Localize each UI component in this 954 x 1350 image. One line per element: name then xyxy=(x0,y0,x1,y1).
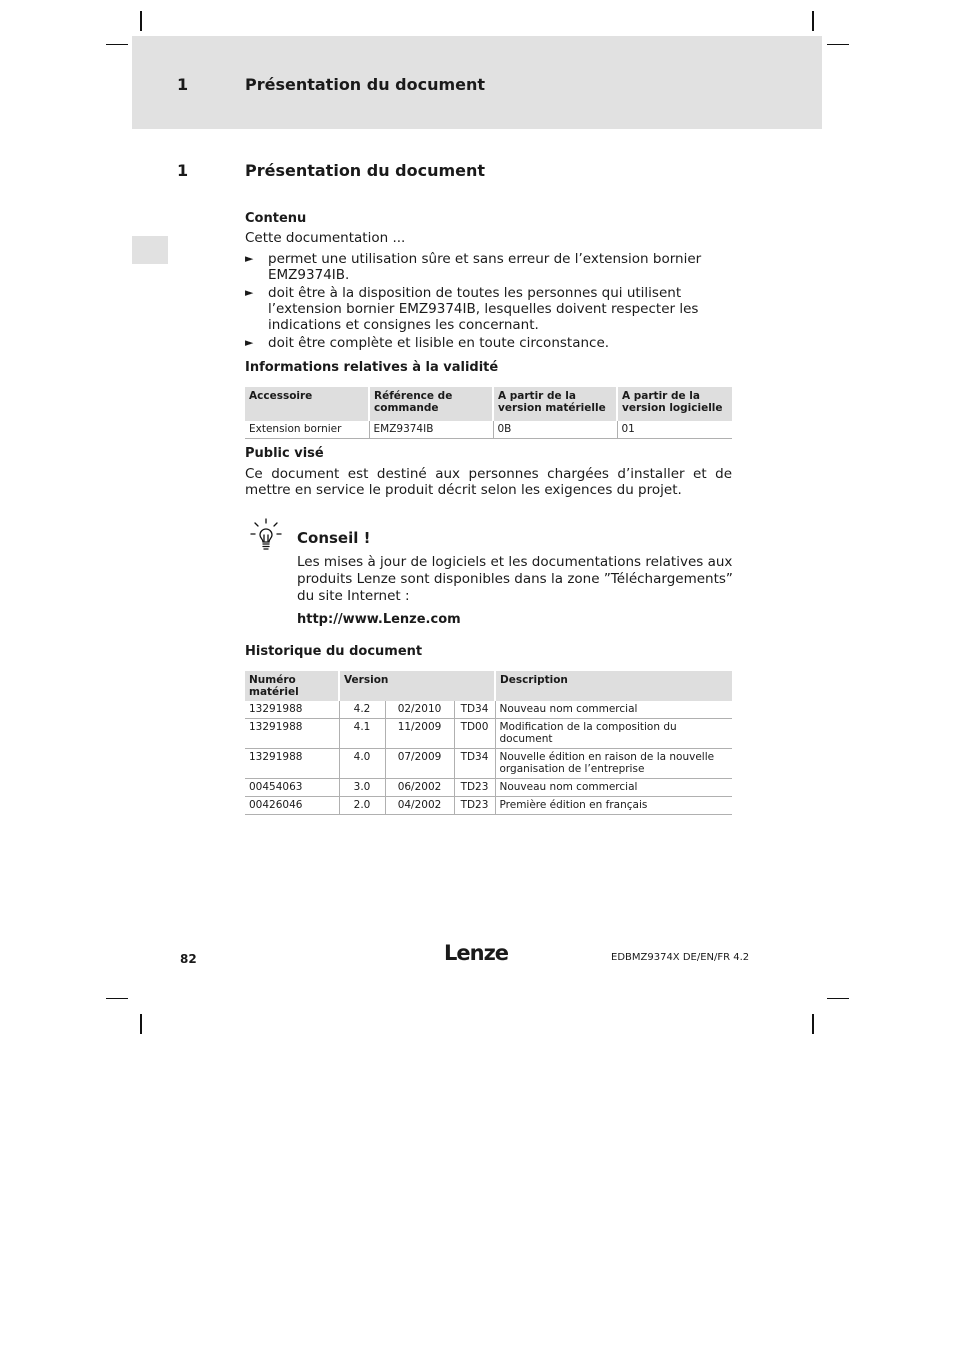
table-header-cell: Référence de commande xyxy=(369,387,493,421)
tip-text: Les mises à jour de logiciels et les documentations relatives aux produits Lenze sont disponibles dans la zone ”Téléchargements” du site Internet : xyxy=(297,554,733,604)
table-header-cell: Description xyxy=(495,671,732,701)
page-number: 82 xyxy=(180,952,197,966)
lightbulb-icon xyxy=(250,518,284,554)
table-row: 13291988 4.1 11/2009 TD00 Modification de la composition du document xyxy=(245,719,732,749)
validity-table xyxy=(245,387,732,439)
bullet-arrow-icon: ► xyxy=(245,286,254,299)
section-title: Présentation du document xyxy=(245,161,486,180)
document-reference: EDBMZ9374X DE/EN/FR 4.2 xyxy=(611,952,750,963)
public-text: Ce document est destiné aux personnes chargées d’installer et de mettre en service le produit décrit selon les exigences du projet. xyxy=(245,466,732,498)
historique-heading: Historique du document xyxy=(245,644,423,659)
chapter-number: 1 xyxy=(177,75,189,94)
bullet-arrow-icon: ► xyxy=(245,252,254,265)
tip-title: Conseil ! xyxy=(297,529,371,547)
crop-mark xyxy=(106,998,128,999)
table-header-cell: A partir de la version logicielle xyxy=(617,387,732,421)
lenze-logo: Lenze xyxy=(444,941,509,965)
contenu-intro: Cette documentation ... xyxy=(245,230,406,246)
chapter-tab-marker xyxy=(132,236,168,264)
crop-mark xyxy=(140,11,142,31)
crop-mark xyxy=(827,44,849,45)
table-header-cell: Version xyxy=(339,671,495,701)
table-header-cell: Numéro matériel xyxy=(245,671,339,701)
crop-mark xyxy=(812,11,814,31)
table-row: 13291988 4.0 07/2009 TD34 Nouvelle édition en raison de la nouvelle organisation de l’entreprise xyxy=(245,749,732,779)
table-row: 00454063 3.0 06/2002 TD23 Nouveau nom commercial xyxy=(245,779,732,797)
public-heading: Public visé xyxy=(245,446,324,461)
crop-mark xyxy=(140,1014,142,1034)
chapter-title: Présentation du document xyxy=(245,75,486,94)
table-row: 13291988 4.2 02/2010 TD34 Nouveau nom commercial xyxy=(245,701,732,719)
table-header-cell: Accessoire xyxy=(245,387,369,421)
lenze-website-link[interactable]: http://www.Lenze.com xyxy=(297,612,461,627)
history-table xyxy=(245,671,732,815)
crop-mark xyxy=(827,998,849,999)
crop-mark xyxy=(812,1014,814,1034)
table-row: Extension bornier EMZ9374IB 0B 01 xyxy=(245,421,732,439)
contenu-heading: Contenu xyxy=(245,211,307,226)
section-number: 1 xyxy=(177,161,189,180)
validite-heading: Informations relatives à la validité xyxy=(245,360,499,375)
crop-mark xyxy=(106,44,128,45)
table-row: 00426046 2.0 04/2002 TD23 Première édition en français xyxy=(245,797,732,815)
bullet-arrow-icon: ► xyxy=(245,336,254,349)
table-header-cell: A partir de la version matérielle xyxy=(493,387,617,421)
